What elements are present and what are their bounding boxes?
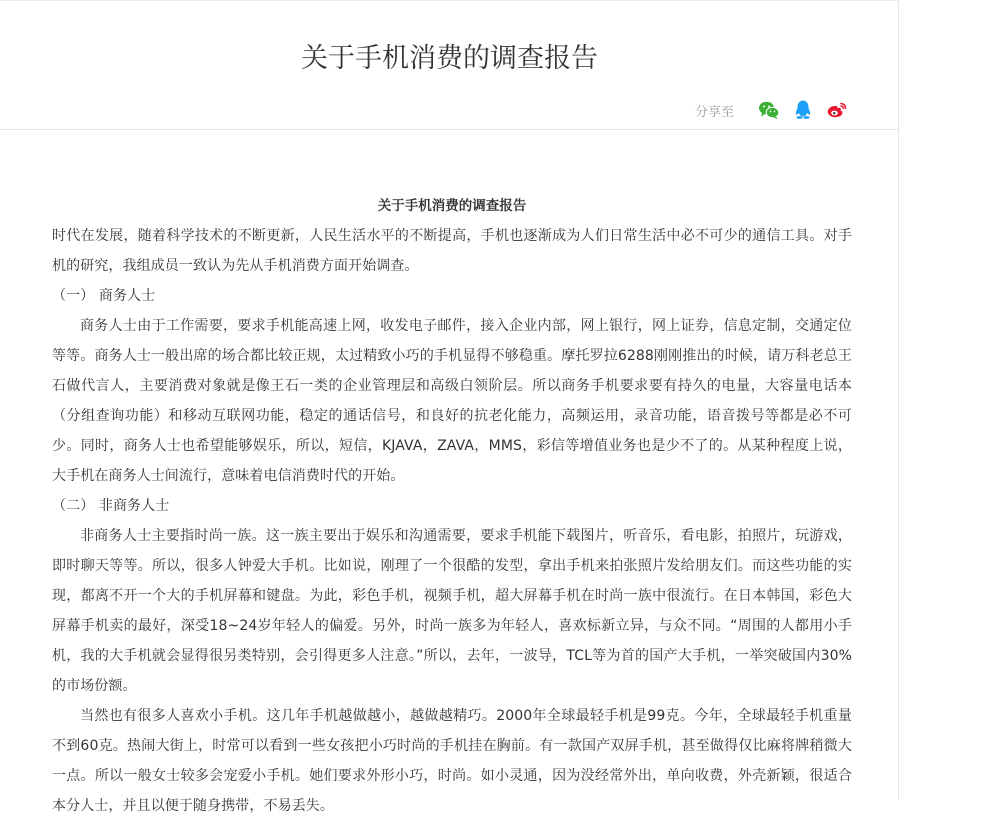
wechat-icon[interactable] xyxy=(758,99,780,121)
section-business-paragraph: 商务人士由于工作需要，要求手机能高速上网，收发电子邮件，接入企业内部，网上银行，网上证券，信息定制，交通定位等等。商务人士一般出席的场合都比较正规，太过精致小巧的手机显得不够稳重。摩托罗拉6288刚刚推出的时候，请万科老总王石做代言人，主要消费对象就是像王石一类的企业管理层和高级白领阶层。所以商务手机要求要有持久的电量，大容量电话本（分组查询功能）和移动互联网功能，稳定的通话信号，和良好的抗老化能力，高频运用，录音功能，语音拨号等都是必不可少。同时，商务人士也希望能够娱乐，所以，短信，KJAVA，ZAVA，MMS，彩信等增值业务也是少不了的。从某种程度上说，大手机在商务人士间流行，意味着电信消费时代的开始。 xyxy=(52,318,852,484)
section-title-business: （一） 商务人士 xyxy=(52,288,156,304)
qq-icon[interactable] xyxy=(792,99,814,121)
section-non-business-paragraph-2: 当然也有很多人喜欢小手机。这几年手机越做越小，越做越精巧。2000年全球最轻手机是99克。今年，全球最轻手机重量不到60克。热闹大街上，时常可以看到一些女孩把小巧时尚的手机挂在胸前。有一款国产双屏手机，甚至做得仅比麻将牌稍微大一点。所以一般女士较多会宠爱小手机。她们要求外形小巧，时尚。如小灵通，因为没经常外出，单向收费，外壳新颖，很适合本分人士，并且以便于随身携带，不易丢失。 xyxy=(52,708,852,814)
share-label: 分享至 xyxy=(694,104,734,120)
weibo-icon[interactable] xyxy=(826,99,848,121)
intro-paragraph: 时代在发展，随着科学技术的不断更新，人民生活水平的不断提高，手机也逐渐成为人们日常生活中必不可少的通信工具。对手机的研究，我组成员一致认为先从手机消费方面开始调查。 xyxy=(52,228,852,274)
section-title-non-business: （二） 非商务人士 xyxy=(52,498,170,514)
document-heading: 关于手机消费的调查报告 xyxy=(377,198,527,214)
section-non-business-paragraph-1: 非商务人士主要指时尚一族。这一族主要出于娱乐和沟通需要，要求手机能下载图片，听音乐，看电影，拍照片，玩游戏，即时聊天等等。所以，很多人钟爱大手机。比如说，刚理了一个很酷的发型，拿出手机来拍张照片发给朋友们。而这些功能的实现，都离不开一个大的手机屏幕和键盘。为此，彩色手机，视频手机，超大屏幕手机在时尚一族中很流行。在日本韩国，彩色大屏幕手机卖的最好，深受18~24岁年轻人的偏爱。另外，时尚一族多为年轻人，喜欢标新立异，与众不同。“周围的人都用小手机，我的大手机就会显得很另类特别，会引得更多人注意。”所以，去年，一波导，TCL等为首的国产大手机，一举突破国内30%的市场份额。 xyxy=(52,528,852,694)
article-body xyxy=(52,191,852,821)
article-header xyxy=(0,1,898,130)
share-bar xyxy=(695,98,848,122)
page-title: 关于手机消费的调查报告 xyxy=(301,43,598,74)
